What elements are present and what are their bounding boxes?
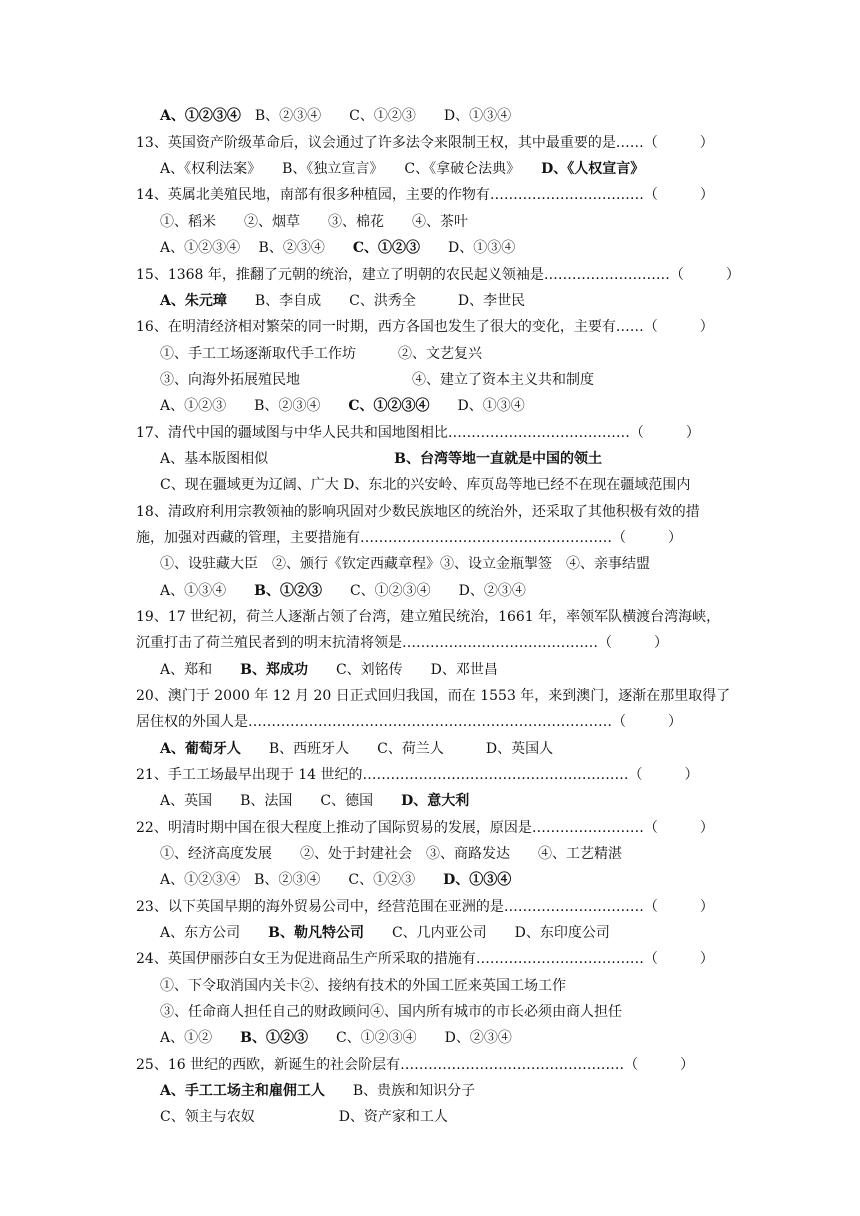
question-line	[136, 819, 714, 837]
line-text: C、①②③④ D、②③④	[307, 1030, 512, 1046]
line-text: 22、明清时期中国在很大程度上推动了国际贸易的发展，原因是……………………（ ）	[136, 820, 714, 836]
line-text: C、刘铭传 D、邓世昌	[307, 662, 498, 678]
line-text: 18、清政府利用宗教领袖的影响巩固对少数民族地区的统治外，还采取了其他积极有效的措	[136, 504, 700, 520]
line-text: ③、向海外拓展殖民地 ④、建立了资本主义共和制度	[160, 372, 594, 388]
line-text: 23、以下英国早期的海外贸易公司中，经营范围在亚洲的是…………………………（ ）	[136, 899, 714, 915]
line-text: C、领主与农奴 D、资产家和工人	[160, 1109, 448, 1125]
line-text: A、东方公司	[160, 925, 269, 941]
option-line	[160, 740, 553, 758]
line-text: 25、16 世纪的西欧，新诞生的社会阶层有…………………………………………（ ）	[136, 1057, 695, 1073]
option-line	[160, 397, 525, 415]
option-line	[160, 1108, 448, 1126]
line-text: C、现在疆域更为辽阔、广大 D、东北的兴安岭、库页岛等地已经不在现在疆域范围内	[160, 477, 691, 493]
answer-text: D、《人权宣言》	[541, 161, 645, 177]
line-text: C、①②③④ D、②③④	[321, 583, 526, 599]
line-text: 20、澳门于 2000 年 12 月 20 日正式回归我国，而在 1553 年，来到澳门，逐渐在那里取得了	[136, 688, 731, 704]
line-text: 15、1368 年，推翻了元朝的统治，建立了明朝的农民起义领袖是………………………（ ）	[136, 267, 740, 283]
question-line	[136, 134, 714, 152]
option-line	[160, 345, 482, 363]
line-text: D、①③④	[429, 398, 525, 414]
line-text: D、①③④	[420, 240, 516, 256]
option-line	[160, 292, 525, 310]
question-line	[136, 424, 700, 442]
line-text: 24、英国伊丽莎白女王为促进商品生产所采取的措施有………………………………（ ）	[136, 951, 714, 967]
line-text: 施，加强对西藏的管理，主要措施有………………………………………………（ ）	[136, 530, 682, 546]
question-line	[136, 503, 700, 521]
option-line	[160, 1082, 475, 1100]
line-text: 沉重打击了荷兰殖民者到的明末抗清将领是……………………………………（ ）	[136, 635, 668, 651]
option-line	[160, 213, 468, 231]
option-line	[160, 371, 594, 389]
option-line	[160, 1029, 512, 1047]
question-line	[136, 950, 714, 968]
line-text: A、①②③ B、②③④	[160, 398, 349, 414]
answer-text: D、①③④	[443, 872, 512, 888]
option-line	[160, 450, 602, 468]
option-line	[160, 924, 610, 942]
line-text: 16、在明清经济相对繁荣的同一时期，西方各国也发生了很大的变化，主要有……（ ）	[136, 319, 714, 335]
line-text: B、贵族和知识分子	[324, 1083, 476, 1099]
line-text: ③、任命商人担任自己的财政顾问④、国内所有城市的市长必须由商人担任	[160, 1004, 622, 1020]
question-line	[136, 186, 714, 204]
line-text: ①、设驻藏大臣 ②、颁行《钦定西藏章程》③、设立金瓶掣签 ④、亲事结盟	[160, 556, 650, 572]
option-line	[160, 1003, 622, 1021]
answer-text: D、意大利	[401, 793, 470, 809]
answer-text: B、台湾等地一直就是中国的领土	[394, 451, 602, 467]
line-text: A、①②③④ B、②③④	[160, 240, 353, 256]
option-line	[160, 160, 644, 178]
line-text: 21、手工工场最早出现于 14 世纪的…………………………………………………（ ）	[136, 767, 699, 783]
option-line	[160, 661, 498, 679]
line-text: 17、清代中国的疆域图与中华人民共和国地图相比…………………………………（ ）	[136, 425, 700, 441]
question-line	[136, 713, 682, 731]
option-line	[160, 239, 515, 257]
option-line	[160, 582, 526, 600]
answer-text: B、勒凡特公司	[268, 925, 364, 941]
answer-text: C、①②③	[352, 240, 421, 256]
question-line	[136, 634, 668, 652]
line-text: A、郑和	[160, 662, 241, 678]
option-line	[160, 555, 650, 573]
option-line	[160, 871, 511, 889]
line-text: 14、英属北美殖民地，南部有很多种植园，主要的作物有……………………………（ ）	[136, 187, 714, 203]
option-line	[160, 792, 469, 810]
question-line	[136, 529, 682, 547]
answer-text: B、①②③	[240, 1030, 308, 1046]
question-line	[136, 608, 720, 626]
line-text: B、李自成 C、洪秀全 D、李世民	[226, 293, 526, 309]
line-text: B、西班牙人 C、荷兰人 D、英国人	[240, 741, 554, 757]
question-line	[136, 687, 730, 705]
line-text: ①、稻米 ②、烟草 ③、棉花 ④、茶叶	[160, 214, 468, 230]
question-line	[136, 1056, 694, 1074]
answer-text: A、葡萄牙人	[160, 741, 241, 757]
line-text: ①、下令取消国内关卡②、接纳有技术的外国工匠来英国工场工作	[160, 978, 566, 994]
line-text: C、几内亚公司 D、东印度公司	[363, 925, 610, 941]
question-line	[136, 898, 714, 916]
answer-text: A、手工工场主和雇佣工人	[160, 1083, 325, 1099]
line-text: A、①②	[160, 1030, 241, 1046]
answer-text: B、①②③	[254, 583, 322, 599]
line-text: A、①②③④ B、②③④ C、①②③	[160, 872, 444, 888]
line-text: 居住权的外国人是……………………………………………………………………（ ）	[136, 714, 682, 730]
question-line	[136, 318, 714, 336]
option-line	[160, 845, 622, 863]
option-line	[160, 476, 690, 494]
question-line	[136, 266, 740, 284]
question-line	[136, 766, 699, 784]
answer-text: B、郑成功	[240, 662, 308, 678]
line-text: ①、经济高度发展 ②、处于封建社会 ③、商路发达 ④、工艺精湛	[160, 846, 622, 862]
answer-text: A、①②③④	[160, 108, 241, 124]
line-text: A、英国 B、法国 C、德国	[160, 793, 402, 809]
answer-text: C、①②③④	[348, 398, 430, 414]
line-text: A、①③④	[160, 583, 255, 599]
option-line	[160, 107, 511, 125]
line-text: ①、手工工场逐渐取代手工作坊 ②、文艺复兴	[160, 346, 482, 362]
option-line	[160, 977, 566, 995]
answer-text: A、朱元璋	[160, 293, 227, 309]
line-text: 19、17 世纪初，荷兰人逐渐占领了台湾，建立殖民统治，1661 年，率领军队横渡台湾海峡，	[136, 609, 721, 625]
line-text: A、基本版图相似	[160, 451, 395, 467]
line-text: A、《权利法案》 B、《独立宣言》 C、《拿破仑法典》	[160, 161, 542, 177]
line-text: 13、英国资产阶级革命后，议会通过了许多法令来限制王权，其中最重要的是……（ ）	[136, 135, 714, 151]
line-text: B、②③④ C、①②③ D、①③④	[240, 108, 512, 124]
